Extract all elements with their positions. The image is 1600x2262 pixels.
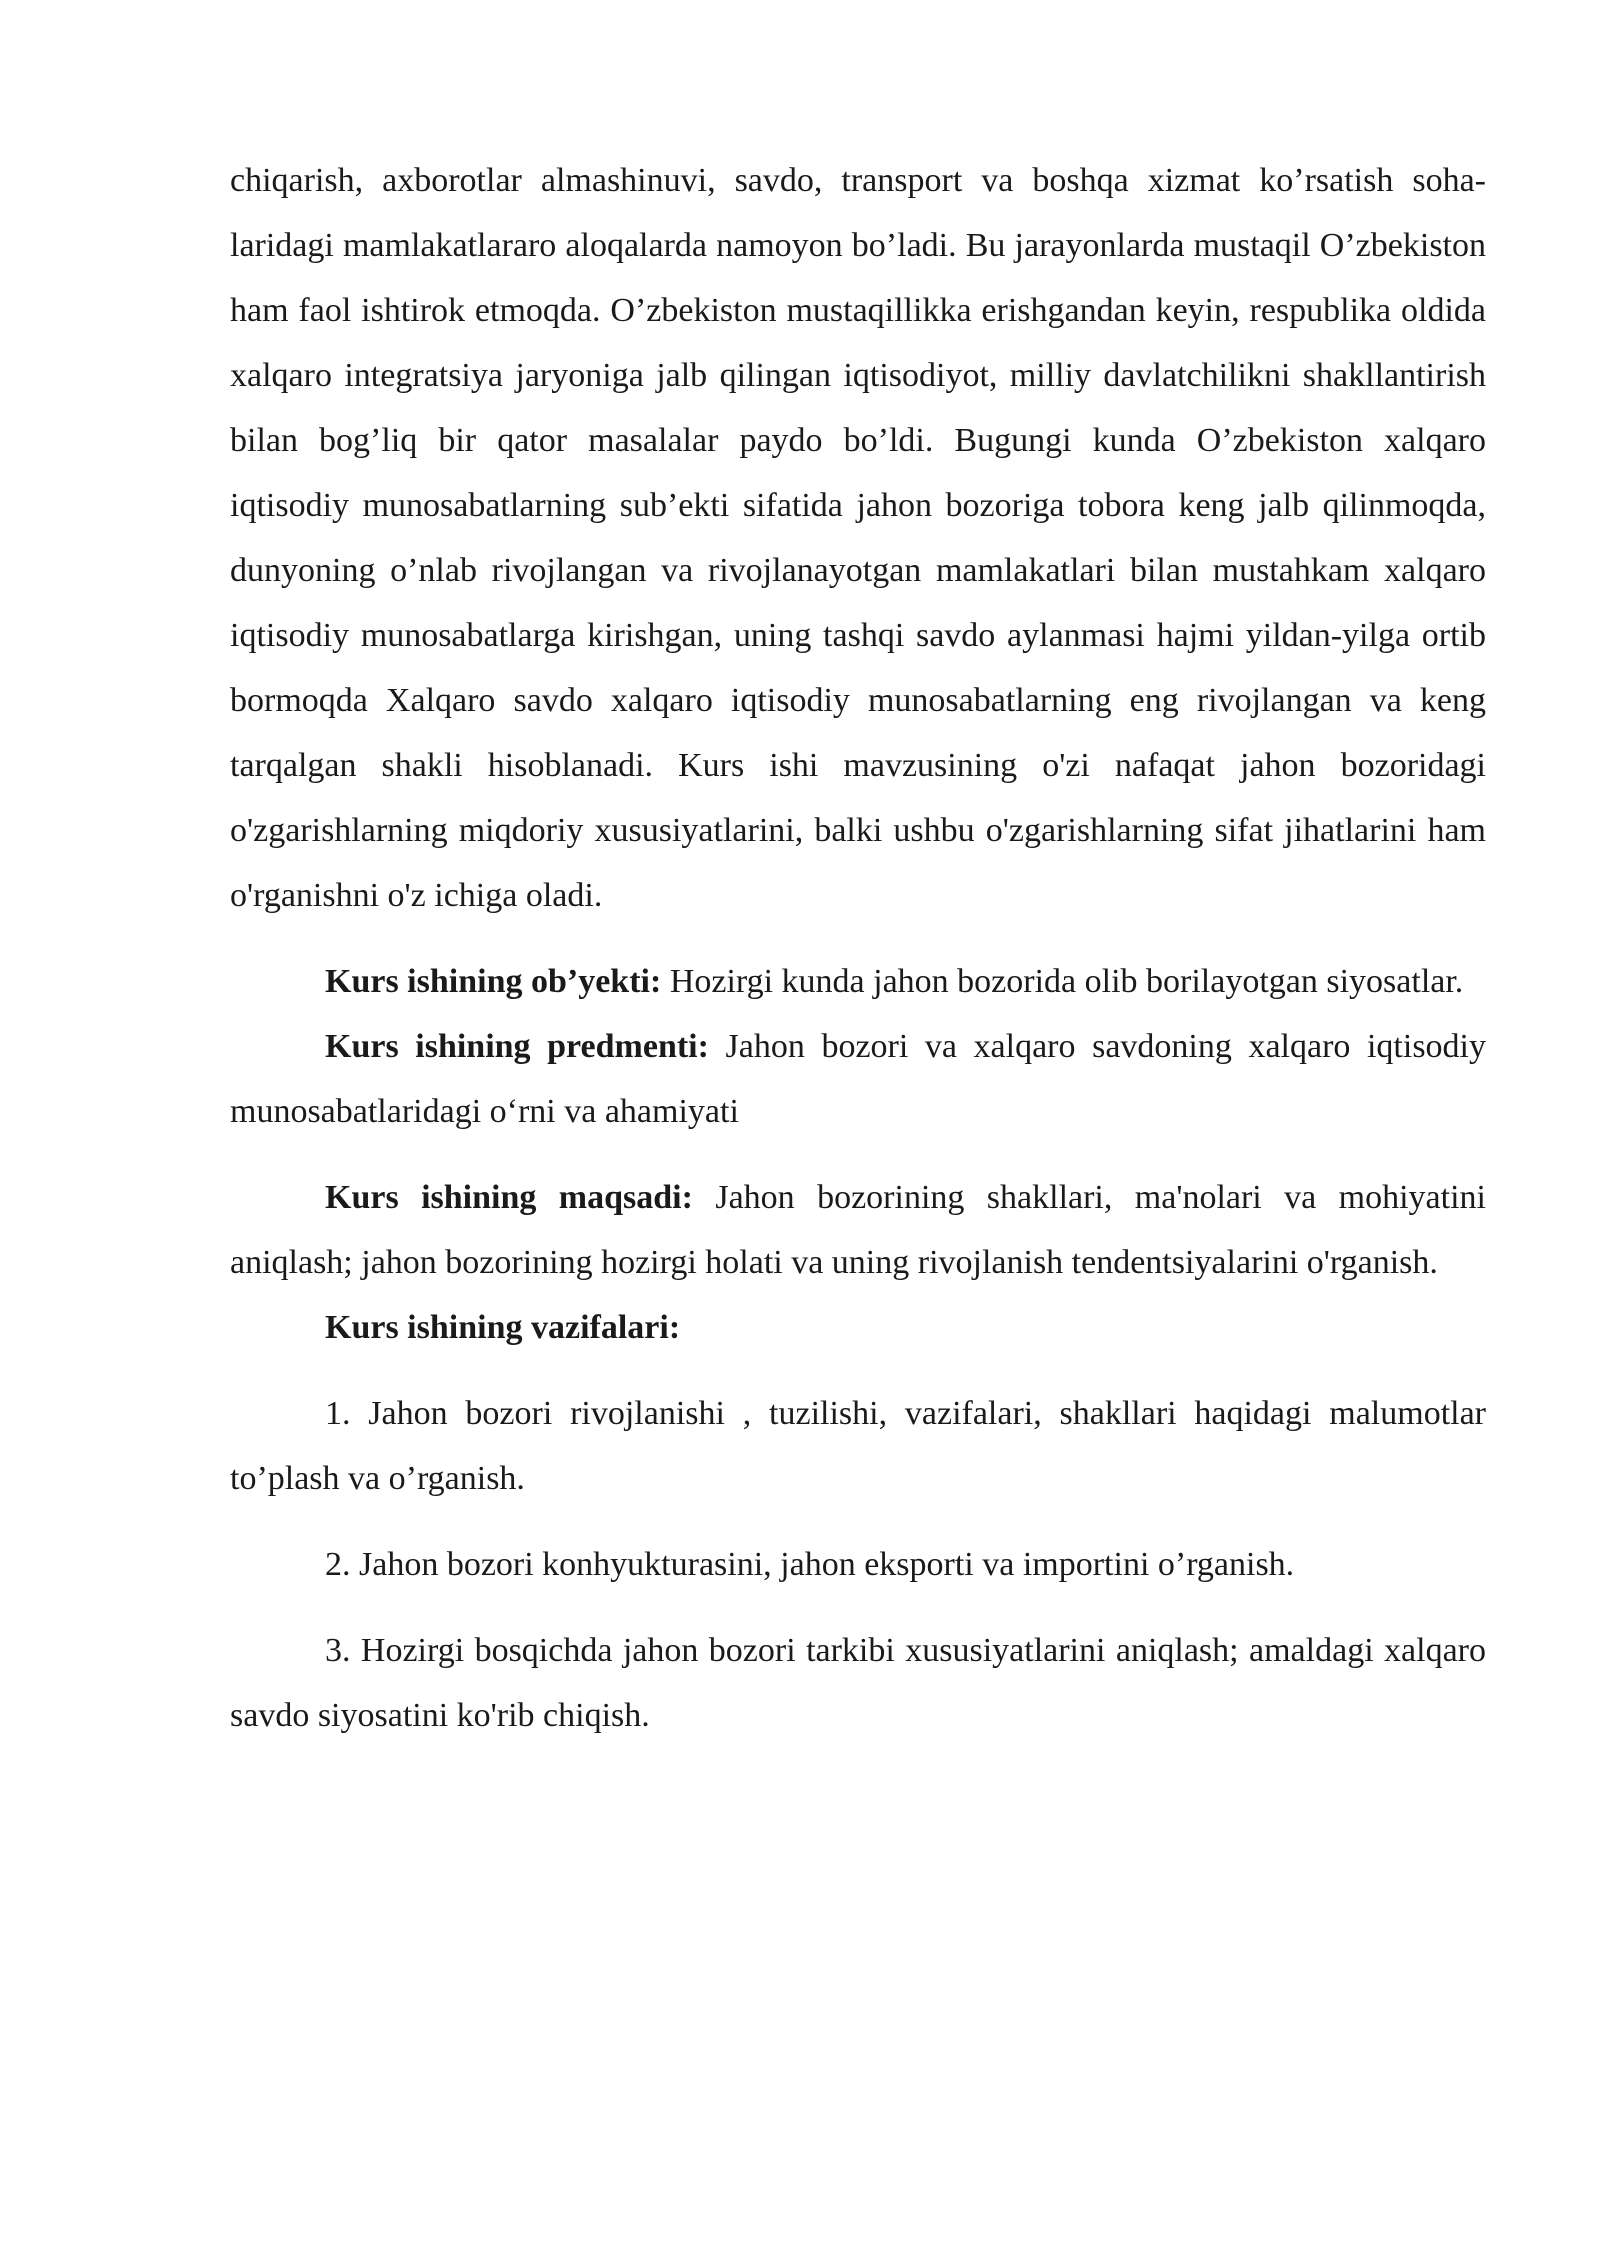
document-page (230, 148, 1486, 1748)
object-label: Kurs ishining ob’yekti: (325, 963, 662, 1000)
tasks-label: Kurs ishining vazifalari: (325, 1309, 681, 1346)
task-item: 1. Jahon bozori rivojlanishi , tuzilishi, vazifalari, shakllari haqidagi malumotlar to’plash va o’rganish. (230, 1395, 1486, 1497)
subject-paragraph (230, 1014, 1486, 1144)
goal-text: Jahon bozorining shakllari, ma'nolari va mohiyatini aniqlash; jahon bozorining hozirgi holati va uning rivojlanish tendentsiyalarini o'rganish. (230, 1179, 1486, 1281)
object-paragraph (230, 949, 1486, 1014)
intro-paragraph: chiqarish, axborotlar almashinuvi, savdo, transport va boshqa xizmat ko’rsatish soha-laridagi mamlakatlararo aloqalarda namoyon bo’ladi. Bu jarayonlarda mustaqil O’zbekiston ham faol ishtirok etmoqda. O’zbekiston mustaqillikka erishgandan keyin, respublika oldida xalqaro integratsiya jaryoniga jalb qilingan iqtisodiyot, milliy davlatchilikni shakllantirish bilan bog’liq bir qator masalalar paydo bo’ldi. Bugungi kunda O’zbekiston xalqaro iqtisodiy munosabatlarning sub’ekti sifatida jahon bozoriga tobora keng jalb qilinmoqda, dunyoning o’nlab rivojlangan va rivojlanayotgan mamlakatlari bilan mustahkam xalqaro iqtisodiy munosabatlarga kirishgan, uning tashqi savdo aylanmasi hajmi yildan-yilga ortib bormoqda Xalqaro savdo xalqaro iqtisodiy munosabatlarning eng rivojlangan va keng tarqalgan shakli hisoblanadi. Kurs ishi mavzusining o'zi nafaqat jahon bozoridagi o'zgarishlarning miqdoriy xususiyatlarini, balki ushbu o'zgarishlarning sifat jihatlarini ham o'rganishni o'z ichiga oladi. (230, 162, 1486, 914)
task-item: 3. Hozirgi bosqichda jahon bozori tarkibi xususiyatlarini aniqlash; amaldagi xalqaro savdo siyosatini ko'rib chiqish. (230, 1632, 1486, 1734)
goal-label: Kurs ishining maqsadi: (325, 1179, 693, 1216)
subject-label: Kurs ishining predmenti: (325, 1028, 709, 1065)
object-text: Hozirgi kunda jahon bozorida olib borilayotgan siyosatlar. (661, 963, 1464, 1000)
goal-paragraph (230, 1165, 1486, 1295)
task-item: 2. Jahon bozori konhyukturasini, jahon eksporti va importini o’rganish. (325, 1546, 1295, 1583)
subject-text: Jahon bozori va xalqaro savdoning xalqaro iqtisodiy munosabatlaridagi o‘rni va ahamiyati (230, 1028, 1486, 1130)
tasks-heading (230, 1295, 1486, 1360)
